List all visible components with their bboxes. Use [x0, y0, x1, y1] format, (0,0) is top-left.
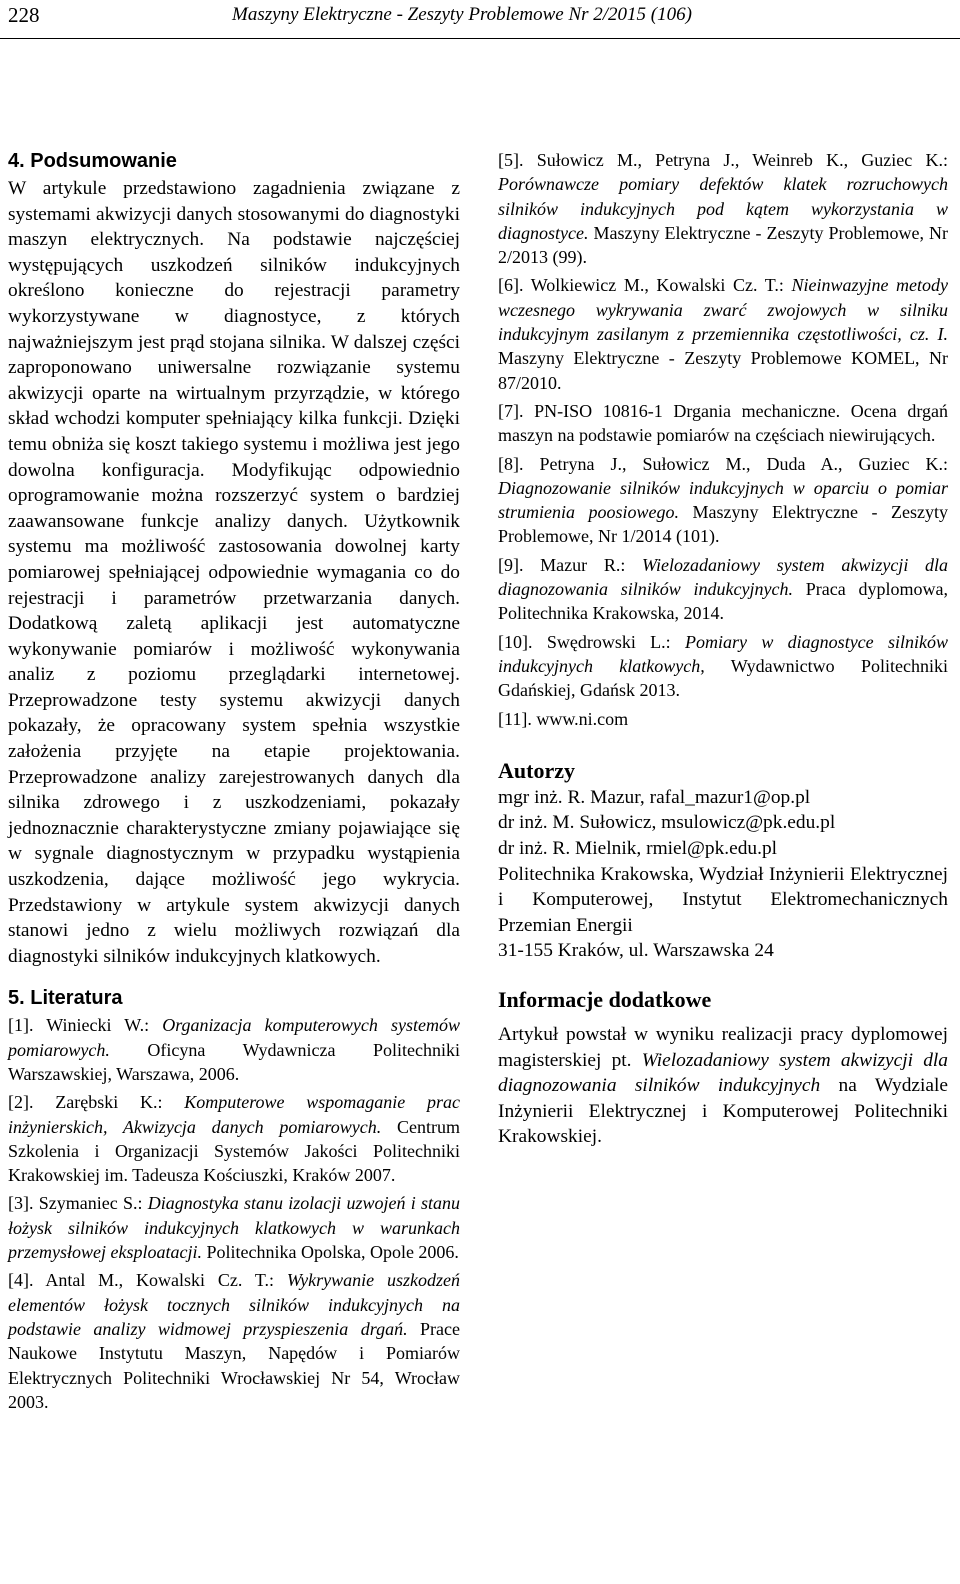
author-line: dr inż. R. Mielnik, rmiel@pk.edu.pl: [498, 838, 778, 860]
journal-title: Maszyny Elektryczne - Zeszyty Problemowe Nr 2/2015 (106): [232, 4, 692, 25]
references-heading: 5. Literatura: [8, 987, 123, 1010]
address-line: 31-155 Kraków, ul. Warszawska 24: [498, 940, 774, 962]
reference-item: [5]. Sułowicz M., Petryna J., Weinreb K., Guziec K.: Porównawcze pomiary defektów klatek rozruchowych silników indukcyjnych pod kątem wykorzystania w diagnostyce. Maszyny Elektryczne - Zeszyty Problemowe, Nr 2/2013 (99).: [498, 150, 948, 268]
reference-item: [8]. Petryna J., Sułowicz M., Duda A., Guziec K.: Diagnozowanie silników indukcyjnych w oparciu o pomiar strumienia poosiowego. Maszyny Elektryczne - Zeszyty Problemowe, Nr 1/2014 (101).: [498, 453, 948, 547]
additional-info-heading: Informacje dodatkowe: [498, 986, 712, 1012]
right-column: [498, 148, 948, 1150]
reference-item: [1]. Winiecki W.: Organizacja komputerowych systemów pomiarowych. Oficyna Wydawnicza Politechniki Warszawskiej, Warszawa, 2006.: [8, 1015, 460, 1084]
author-line: dr inż. M. Sułowicz, msulowicz@pk.edu.pl: [498, 812, 836, 834]
references-list-part2: [498, 148, 948, 731]
authors-block: [498, 785, 948, 964]
reference-item: [2]. Zarębski K.: Komputerowe wspomaganie prac inżynierskich, Akwizycja danych pomiarowych. Centrum Szkolenia i Organizacji Systemów Jakości Politechniki Krakowskiej im. Tadeusza Kościuszki, Kraków 2007.: [8, 1092, 460, 1186]
summary-heading: 4. Podsumowanie: [8, 150, 177, 172]
reference-item: [10]. Swędrowski L.: Pomiary w diagnostyce silników indukcyjnych klatkowych, Wydawnictwo Politechniki Gdańskiej, Gdańsk 2013.: [498, 631, 948, 701]
additional-info-text: Artykuł powstał w wyniku realizacji pracy dyplomowej magisterskiej pt. Wielozadaniowy system akwizycji dla diagnozowania silników indukcyjnych na Wydziale Inżynierii Elektrycznej i Komputerowej Politechniki Krakowskiej.: [498, 1023, 948, 1148]
author-line: mgr inż. R. Mazur, rafal_mazur1@op.pl: [498, 786, 811, 808]
authors-heading: Autorzy: [498, 757, 575, 783]
reference-item: [7]. PN-ISO 10816-1 Drgania mechaniczne. Ocena drgań maszyn na podstawie pomiarów na częściach niewirujących.: [498, 400, 948, 446]
left-column: [8, 148, 460, 1418]
reference-item: [4]. Antal M., Kowalski Cz. T.: Wykrywanie uszkodzeń elementów łożysk tocznych silników indukcyjnych na podstawie analizy widmowej przyspieszenia drgań. Prace Naukowe Instytutu Maszyn, Napędów i Pomiarów Elektrycznych Politechniki Wrocławskiej Nr 54, Wrocław 2003.: [8, 1270, 460, 1412]
reference-item: [6]. Wolkiewicz M., Kowalski Cz. T.: Nieinwazyjne metody wczesnego wykrywania zwarć zwojowych w silniku indukcyjnym zasilanym z przemiennika częstotliwości, cz. I. Maszyny Elektryczne - Zeszyty Problemowe KOMEL, Nr 87/2010.: [498, 275, 949, 393]
reference-item: [11]. www.ni.com: [498, 708, 629, 729]
reference-item: [3]. Szymaniec S.: Diagnostyka stanu izolacji uzwojeń i stanu łożysk silników indukcyjnych klatkowych w warunkach przemysłowej eksploatacji. Politechnika Opolska, Opole 2006.: [8, 1193, 460, 1263]
summary-text: W artykule przedstawiono zagadnienia związane z systemami akwizycji danych stosowanymi do diagnostyki maszyn elektrycznych. Na podstawie najczęściej występujących uszkodzeń silników indukcyjnych określono konieczne do rejestracji parametry wykorzystywane w diagnostyce, z których najważniejszym jest prąd stojana silnika. W dalszej części zaproponowano uniwersalne rozwiązanie systemu akwizycji oparte na wirtualnym przyrządzie, w którego skład wchodzi komputer spełniający kilka funkcji. Dzięki temu obniża się koszt takiego systemu i możliwa jest jego dowolna konfiguracja. Modyfikując odpowiednio oprogramowanie można rozszerzyć system o bardziej zaawansowane funkcje analizy danych. Użytkownik systemu ma możliwość zastosowania dowolnej karty pomiarowej spełniającej odpowiednie wymagania co do rejestracji i parametrów przetwarzania danych. Dodatkową zaletą aplikacji jest automatyczne wykonywanie pomiarów i możliwość wykonywania analiz z poziomu przeglądarki internetowej. Przeprowadzone testy systemu akwizycji danych pokazały, że opracowany system spełnia wszystkie założenia przyjęte na etapie projektowania. Przeprowadzone analizy zarejestrowanych danych dla silnika zdrowego i z uszkodzeniami, pokazały jednoznacznie charakterystyczne zmiany pojawiające się w sygnale diagnostycznym w przypadku wystąpienia uszkodzenia, dające możliwość jego wykrycia. Przedstawiony w artykule system akwizycji danych stanowi jedno z wielu możliwych rozwiązań dla diagnostyki silników indukcyjnych klatkowych.: [8, 178, 460, 967]
page-header: [0, 0, 960, 39]
page-number: 228: [8, 3, 40, 27]
affiliation-line: Politechnika Krakowska, Wydział Inżynierii Elektrycznej i Komputerowej, Instytut Elektromechanicznych Przemian Energii: [498, 863, 948, 936]
reference-item: [9]. Mazur R.: Wielozadaniowy system akwizycji dla diagnozowania silników indukcyjnych. Praca dyplomowa, Politechnika Krakowska, 2014.: [498, 554, 948, 624]
references-list-part1: [8, 1013, 460, 1414]
